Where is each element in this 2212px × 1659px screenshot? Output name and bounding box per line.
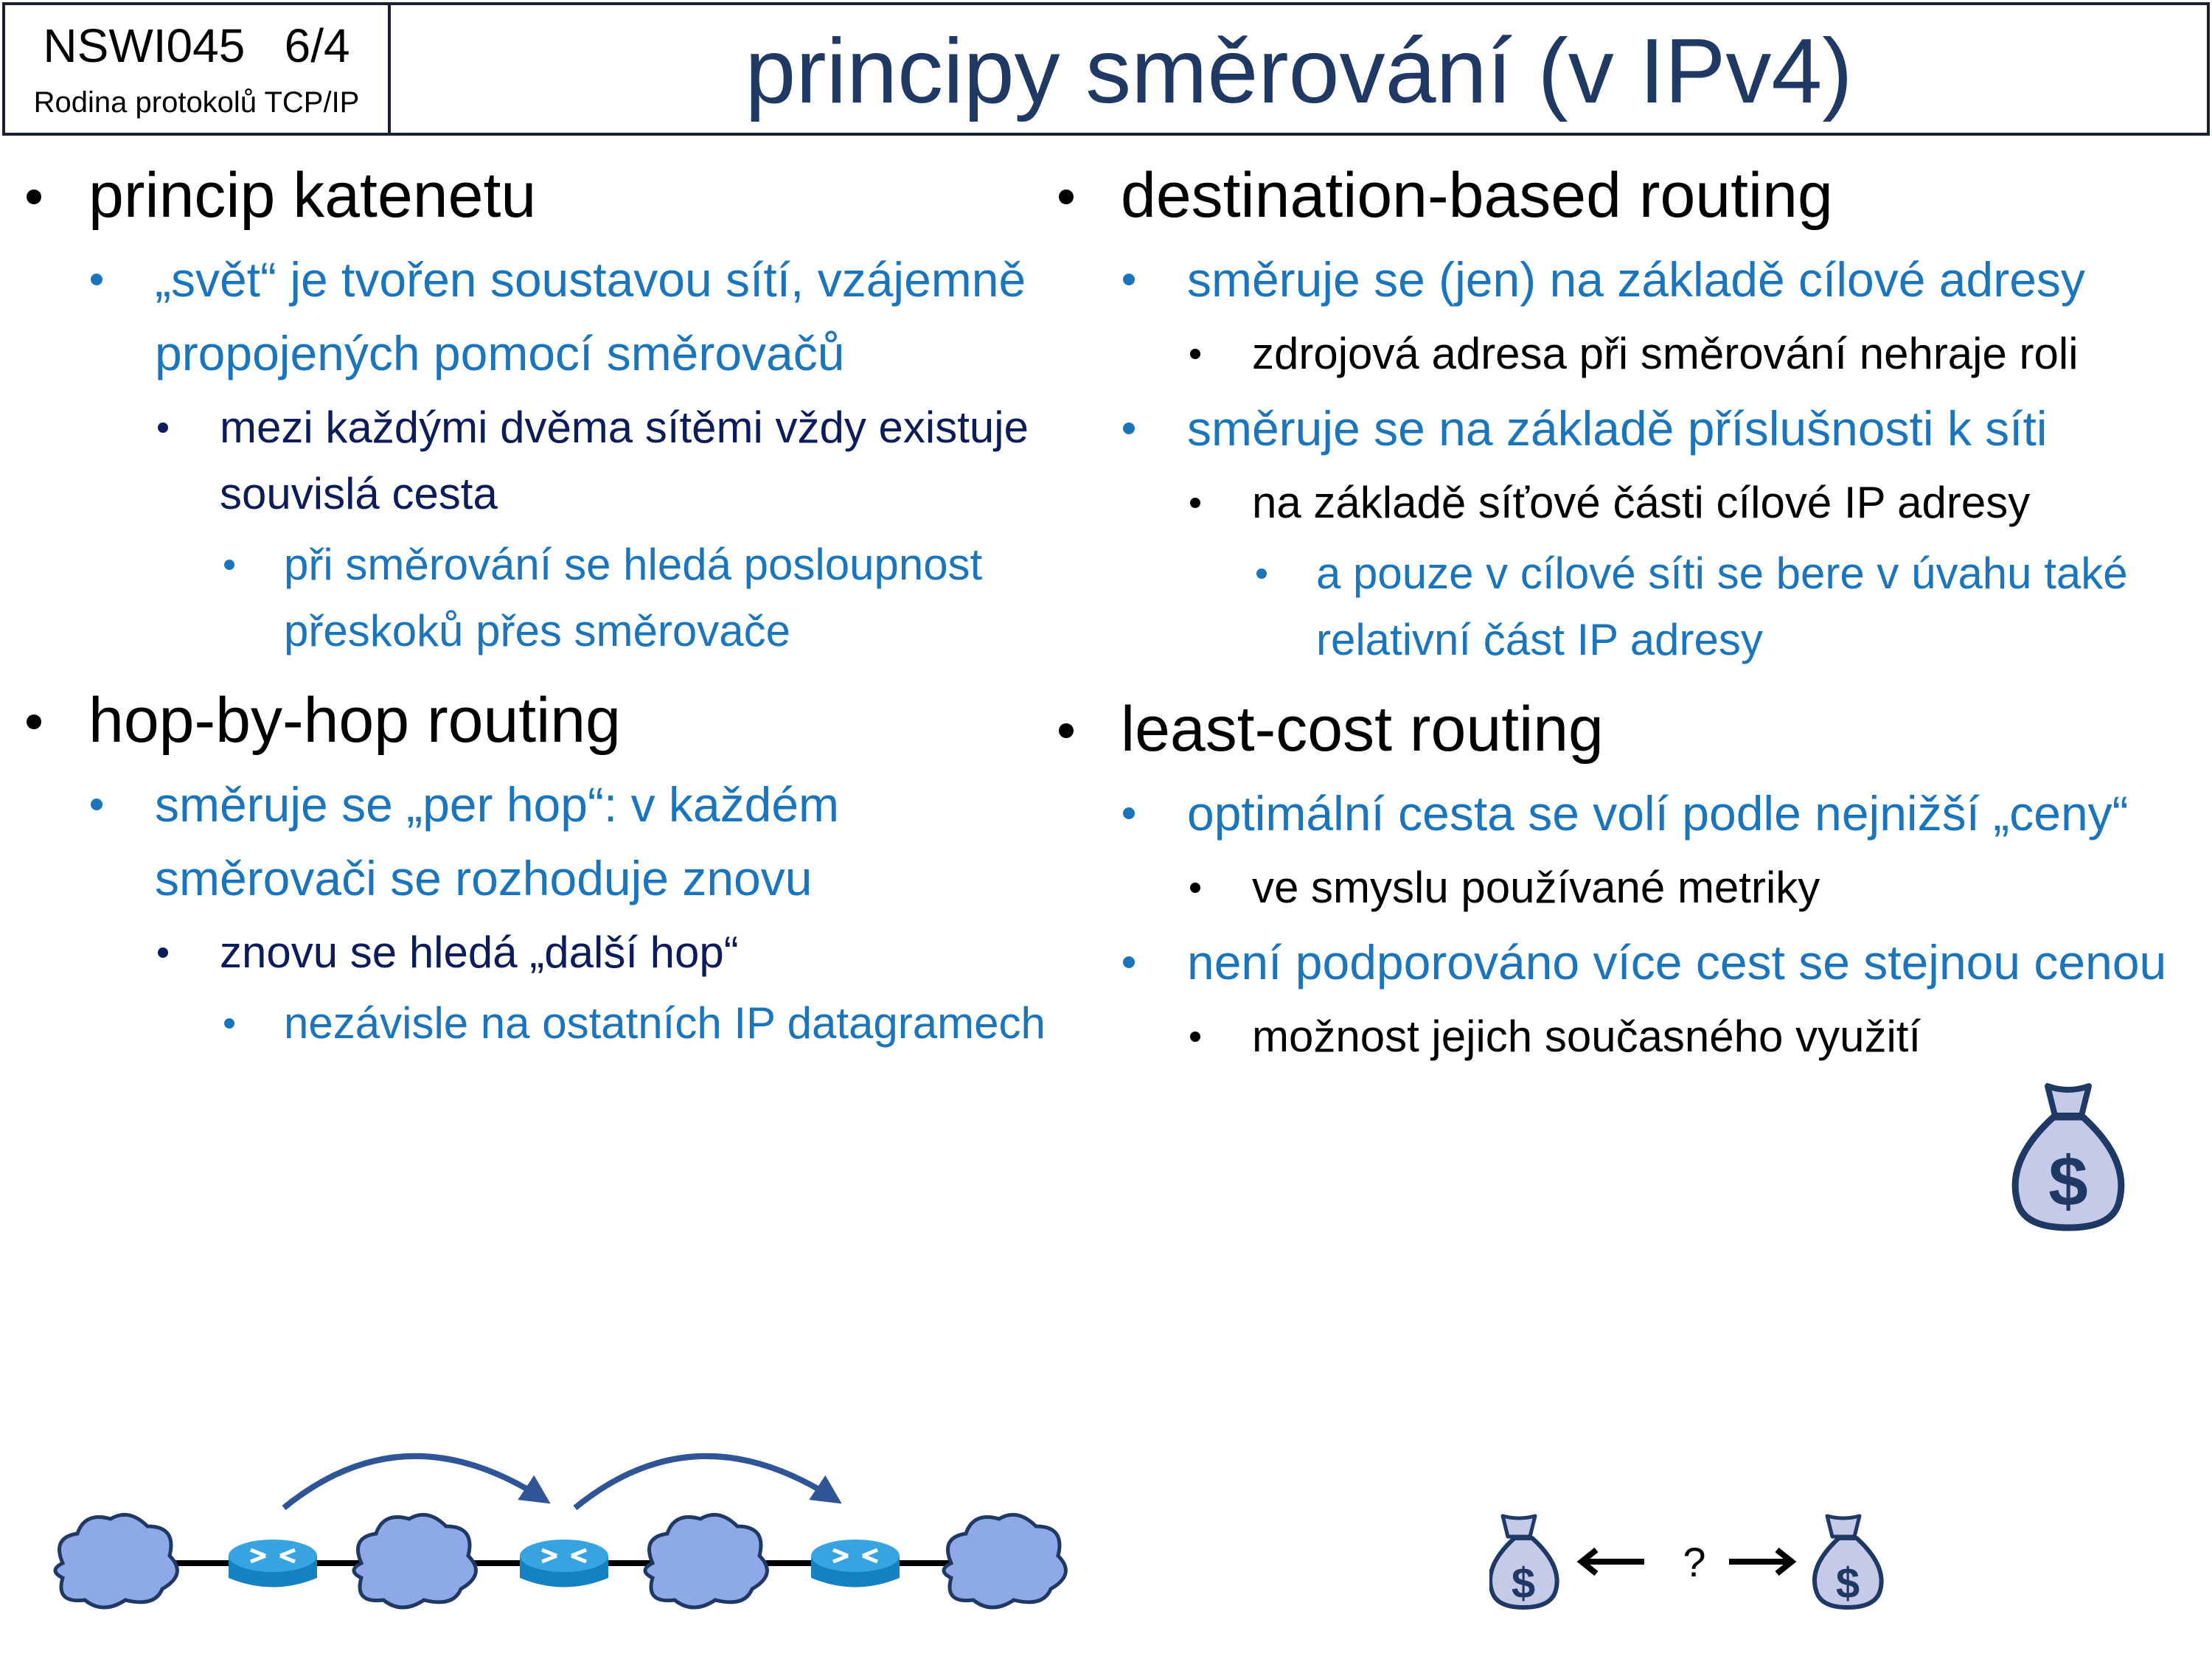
cloud-icon [645,1514,767,1607]
bullet-dest-b3 [1054,540,2205,673]
dest-b-text: směruje se na základě příslušnosti k síti [1187,401,2048,456]
bullet-dot [1059,723,1074,738]
bullet-hop-sub2 [22,919,1047,986]
network-diagram [44,1430,1091,1622]
bullet-katenet-sub3 [22,532,1047,664]
money-symbol: $ [2048,1142,2088,1221]
least-heading: least-cost routing [1121,694,1604,765]
least-a-text: optimální cesta se volí podle nejnižší „ceny“ [1187,786,2129,841]
bullet-dot [1059,189,1074,204]
cloud-icon [55,1514,177,1607]
title-box [388,2,2210,136]
bullet-dest-b [1054,392,2205,465]
arrow-left-icon [1582,1550,1644,1573]
money-symbol: $ [1835,1559,1860,1607]
bullet-dot [1190,349,1200,359]
bullet-least-a2 [1054,855,2205,921]
bullet-least-b [1054,925,2205,999]
left-column [22,159,1047,1061]
money-bag-icon [1490,1516,1557,1607]
router-icon [229,1540,317,1587]
dest-heading: destination-based routing [1121,160,1833,231]
bullet-dot [1123,956,1135,968]
bullet-dot [1256,568,1267,579]
bullet-hop-sub [22,768,1047,915]
bullet-dest-b2 [1054,470,2205,536]
bullet-dot [1123,807,1135,819]
hop-heading: hop-by-hop routing [88,685,621,756]
katenet-heading: princip katenetu [88,160,537,231]
bullet-dot [1190,883,1200,893]
bullet-dot [1190,498,1200,508]
router-icon [811,1540,900,1587]
bullet-dot [1190,1032,1200,1042]
bullet-hop [22,684,1047,757]
bullet-hop-sub3 [22,990,1047,1057]
bullet-dest [1054,159,2205,232]
slide-title: principy směrování (v IPv4) [745,21,1853,122]
hop-arrow-1 [284,1456,546,1508]
course-header-box [2,2,391,136]
bullet-dot [224,560,234,570]
bullet-least-a [1054,776,2205,850]
bullet-katenet [22,159,1047,232]
arrow-right-icon [1729,1550,1792,1573]
bullet-dot [27,714,41,729]
bullet-dot [91,274,102,285]
bullet-katenet-sub2 [22,394,1047,527]
dest-a2-text: zdrojová adresa při směrování nehraje roli [1252,329,2079,378]
dest-b3-text: a pouze v cílové síti se bere v úvahu také relativní část IP adresy [1316,549,2128,664]
katenet-sub-text: „svět“ je tvořen soustavou sítí, vzájemně propojených pomocí směrovačů [155,252,1026,380]
bullet-dot [27,189,41,204]
cloud-icon [354,1514,476,1607]
dest-a-text: směruje se (jen) na základě cílové adresy [1187,252,2085,307]
money-symbol: $ [1511,1559,1536,1607]
bullet-dot [1123,422,1135,434]
hop-arrow-2 [575,1456,837,1508]
hop-sub-text: směruje se „per hop“: v každém směrovači se rozhoduje znovu [155,777,840,905]
bullet-dot [91,799,102,810]
hop-sub2-text: znovu se hledá „další hop“ [220,928,739,977]
bullet-dot [158,422,168,433]
question-mark: ? [1683,1539,1706,1585]
money-bag-icon [2002,1080,2135,1235]
bullet-least [1054,692,2205,766]
katenet-sub2-text: mezi každými dvěma sítěmi vždy existuje souvislá cesta [220,403,1029,518]
katenet-sub3-text: při směrování se hledá posloupnost přeskoků přes směrovače [284,540,983,655]
money-bag-icon [1815,1516,1882,1607]
cloud-icon [944,1514,1065,1607]
dest-b2-text: na základě síťové části cílové IP adresy [1252,478,2031,527]
bullet-dest-a2 [1054,321,2205,387]
course-code: NSWI045 6/4 [43,19,350,72]
least-b-text: není podporováno více cest se stejnou cenou [1187,935,2167,990]
right-column [1054,159,2205,1074]
bullet-katenet-sub [22,243,1047,390]
router-icon [520,1540,608,1587]
least-b2-text: možnost jejich současného využití [1252,1012,1921,1061]
bullet-dot [224,1018,234,1029]
least-a2-text: ve smyslu používané metriky [1252,863,1820,912]
bullet-dest-a [1054,243,2205,316]
hop-sub3-text: nezávisle na ostatních IP datagramech [284,998,1046,1048]
bullet-least-b2 [1054,1004,2205,1070]
cost-comparison [1489,1512,1902,1615]
course-subtitle: Rodina protokolů TCP/IP [33,86,360,119]
bullet-dot [1123,274,1135,285]
bullet-dot [158,947,168,958]
